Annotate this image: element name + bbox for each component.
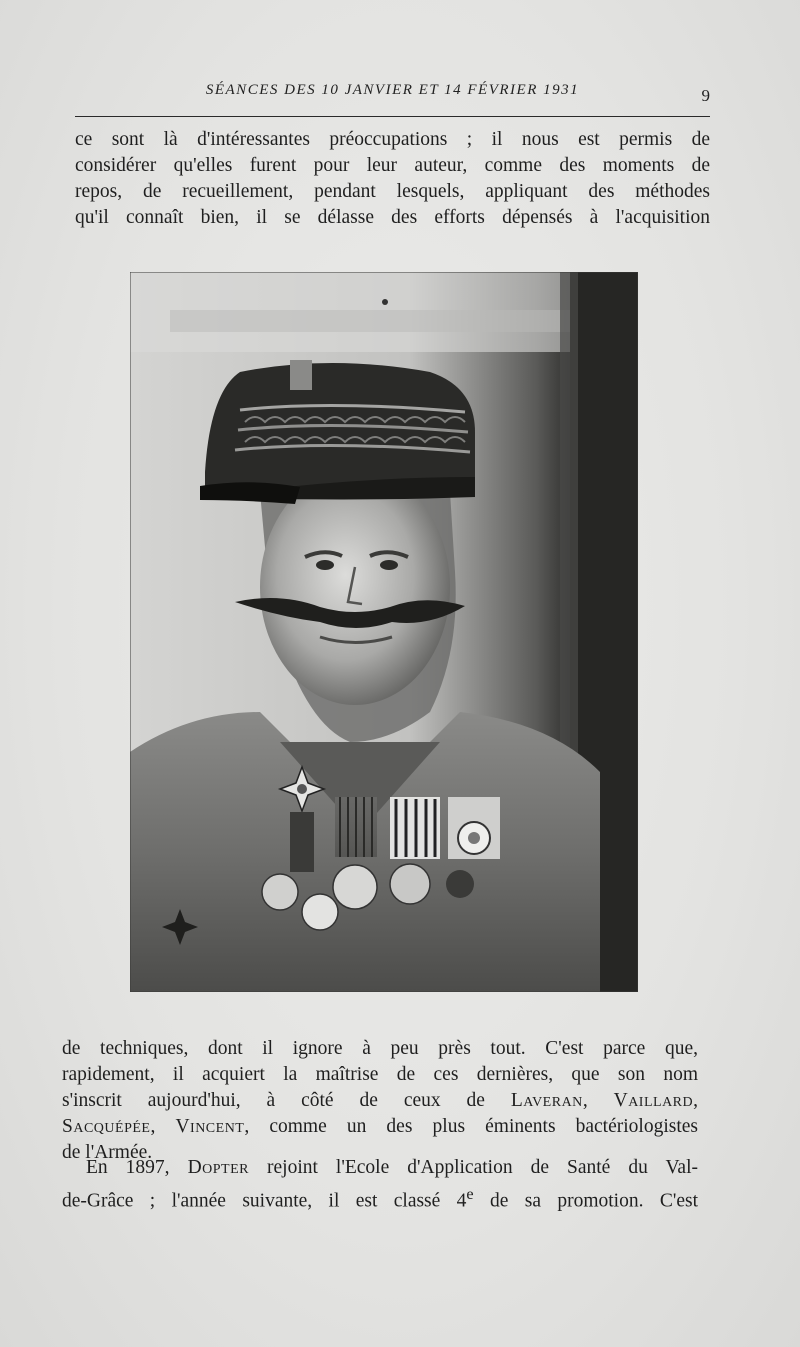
portrait-image [130, 272, 638, 992]
text-run: , [150, 1116, 176, 1137]
author-name: Vaillard [613, 1090, 694, 1111]
text-line: qu'il connaît bien, il se délasse des efforts dépensés à l'acquisition [75, 207, 710, 228]
author-name: Dopter [187, 1157, 249, 1178]
portrait-photograph [130, 272, 638, 992]
text-line [62, 1114, 698, 1140]
author-name: Laveran [510, 1090, 583, 1111]
paragraph-bottom [62, 1155, 698, 1215]
author-name: Sacquépée [62, 1116, 151, 1137]
running-title: SÉANCES DES 10 JANVIER ET 14 FÉVRIER 1931 [205, 82, 580, 98]
text-run: de sa promotion. C'est [473, 1190, 698, 1212]
author-name: Vincent [175, 1116, 245, 1137]
text-line: de l'Armée. [62, 1142, 153, 1163]
text-line: repos, de recueillement, pendant lesquels, appliquant des méthodes [75, 181, 710, 202]
text-run: , comme un des plus éminents bactériologistes [244, 1116, 699, 1137]
text-run: , [582, 1090, 614, 1111]
text-line [62, 1181, 698, 1215]
paragraph-top [75, 127, 710, 231]
text-line: rapidement, il acquiert la maîtrise de ces dernières, que son nom [62, 1064, 698, 1085]
superscript: e [466, 1185, 474, 1203]
paragraph-middle [62, 1036, 698, 1166]
text-line [62, 1155, 698, 1181]
text-line [62, 1088, 698, 1114]
text-run: , [693, 1090, 699, 1111]
text-run: En 1897, [86, 1157, 188, 1178]
page-number: 9 [701, 86, 710, 105]
text-run: s'inscrit aujourd'hui, à côté de ceux de [62, 1090, 511, 1111]
text-run: de-Grâce ; l'année suivante, il est classé 4 [62, 1190, 467, 1212]
text-line: ce sont là d'intéressantes préoccupations ; il nous est permis de [75, 129, 710, 150]
text-line: considérer qu'elles furent pour leur auteur, comme des moments de [75, 155, 710, 176]
running-head [75, 82, 710, 117]
text-line: de techniques, dont il ignore à peu près tout. C'est parce que, [62, 1038, 698, 1059]
text-run: rejoint l'Ecole d'Application de Santé du Val- [248, 1157, 698, 1178]
